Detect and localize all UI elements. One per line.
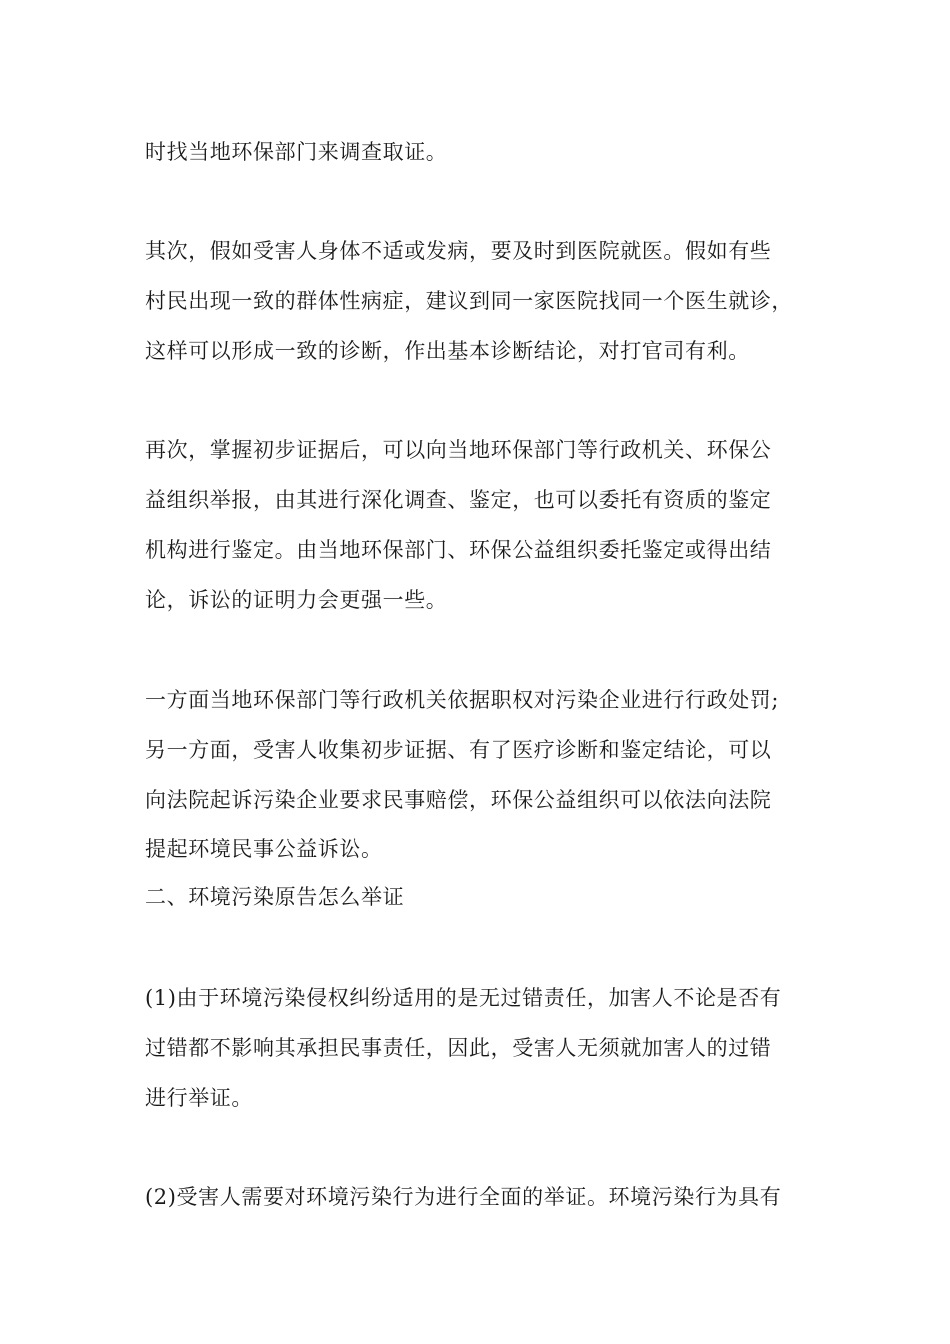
text-line: 一方面当地环保部门等行政机关依据职权对污染企业进行行政处罚; xyxy=(145,688,780,712)
text-line: 向法院起诉污染企业要求民事赔偿，环保公益组织可以依法向法院 xyxy=(145,788,772,812)
text-line: (1)由于环境污染侵权纠纷适用的是无过错责任，加害人不论是否有 xyxy=(145,986,782,1010)
text-line: 过错都不影响其承担民事责任，因此，受害人无须就加害人的过错 xyxy=(145,1036,772,1060)
text-line: 这样可以形成一致的诊断，作出基本诊断结论，对打官司有利。 xyxy=(145,339,750,363)
text-line: 提起环境民事公益诉讼。 xyxy=(145,837,383,861)
text-line: 村民出现一致的群体性病症，建议到同一家医院找同一个医生就诊， xyxy=(145,289,793,313)
text-line: 再次，掌握初步证据后，可以向当地环保部门等行政机关、环保公 xyxy=(145,438,772,462)
text-line: 进行举证。 xyxy=(145,1086,253,1110)
text-line: 其次，假如受害人身体不适或发病，要及时到医院就医。假如有些 xyxy=(145,239,772,263)
text-line: 另一方面，受害人收集初步证据、有了医疗诊断和鉴定结论，可以 xyxy=(145,738,772,762)
section-heading: 二、环境污染原告怎么举证 xyxy=(145,885,405,909)
text-line: 益组织举报，由其进行深化调查、鉴定，也可以委托有资质的鉴定 xyxy=(145,488,772,512)
text-line: 机构进行鉴定。由当地环保部门、环保公益组织委托鉴定或得出结 xyxy=(145,538,772,562)
text-line: 时找当地环保部门来调查取证。 xyxy=(145,140,448,164)
text-line: (2)受害人需要对环境污染行为进行全面的举证。环境污染行为具有 xyxy=(145,1185,782,1209)
text-line: 论，诉讼的证明力会更强一些。 xyxy=(145,588,448,612)
